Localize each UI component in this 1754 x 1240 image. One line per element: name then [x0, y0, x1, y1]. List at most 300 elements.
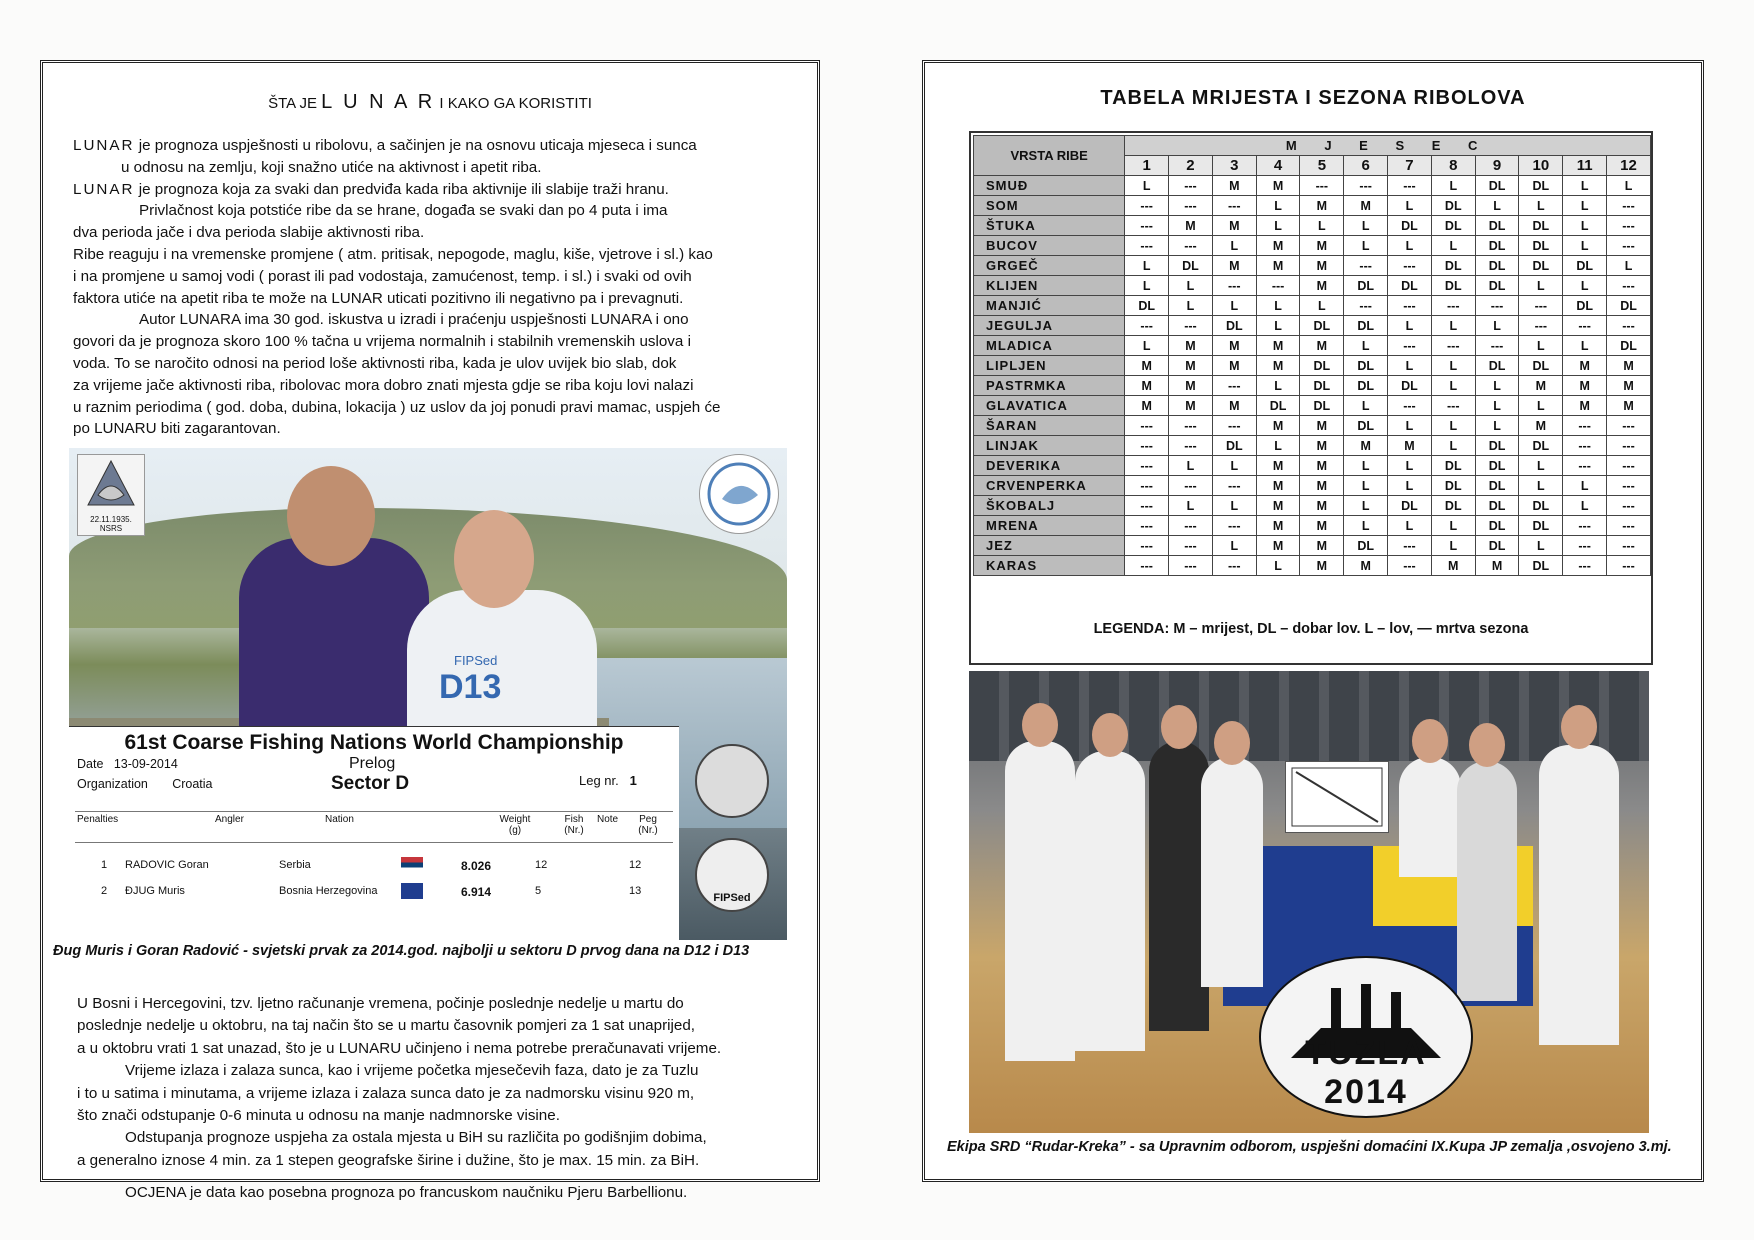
season-cell: --- — [1169, 476, 1213, 496]
season-cell: L — [1431, 536, 1475, 556]
season-cell: M — [1256, 536, 1300, 556]
season-cell: M — [1300, 256, 1344, 276]
season-cell: DL — [1519, 216, 1563, 236]
season-cell: DL — [1519, 176, 1563, 196]
intro-line — [73, 179, 793, 201]
header-month: M J E S E C — [1125, 136, 1651, 156]
season-cell: DL — [1300, 316, 1344, 336]
fish-name: KARAS — [974, 556, 1125, 576]
season-cell: L — [1607, 256, 1651, 276]
notes-line: i to u satima i minutama, a vrijeme izlaza i zalaza sunca dato je za nadmorsku visinu 920 m, — [77, 1084, 695, 1102]
season-cell: M — [1212, 176, 1256, 196]
season-cell: L — [1344, 516, 1388, 536]
season-cell: --- — [1256, 276, 1300, 296]
season-cell: --- — [1169, 536, 1213, 556]
fish-row — [974, 556, 1651, 576]
season-cell: --- — [1388, 176, 1432, 196]
season-cell: DL — [1388, 276, 1432, 296]
season-cell: L — [1344, 336, 1388, 356]
intro-line-text: faktora utiće na apetit riba te može na LUNAR uticati pozitivno ili negativno pa i prevagnuti. — [73, 289, 684, 307]
header-nation: Nation — [325, 814, 354, 825]
team-member-face — [1092, 713, 1128, 757]
month-number: 12 — [1607, 156, 1651, 176]
season-cell: M — [1169, 356, 1213, 376]
season-cell: DL — [1519, 556, 1563, 576]
leg-label: Leg nr. — [579, 773, 619, 788]
season-cell: M — [1300, 476, 1344, 496]
season-cell: DL — [1300, 376, 1344, 396]
fish-row — [974, 456, 1651, 476]
team-member-face — [1412, 719, 1448, 763]
season-cell: L — [1431, 356, 1475, 376]
season-cell: DL — [1212, 316, 1256, 336]
fish-name: ŠKOBALJ — [974, 496, 1125, 516]
bosnia-flag-icon — [401, 883, 423, 899]
season-cell: L — [1519, 476, 1563, 496]
intro-line-text: za vrijeme jače aktivnosti riba, ribolovac mora dobro znati mjesta gdje se riba koju lovi nalazi — [73, 376, 694, 394]
season-cell: M — [1300, 436, 1344, 456]
fish-row — [974, 376, 1651, 396]
card-leg — [579, 773, 637, 788]
season-cell: --- — [1125, 236, 1169, 256]
card-sector: Sector D — [331, 773, 410, 794]
season-cell: DL — [1256, 396, 1300, 416]
fish-name: PASTRMKA — [974, 376, 1125, 396]
fish-row — [974, 536, 1651, 556]
season-cell: L — [1212, 236, 1256, 256]
season-cell: L — [1431, 316, 1475, 336]
season-cell: --- — [1563, 456, 1607, 476]
season-cell: L — [1388, 316, 1432, 336]
season-cell: M — [1256, 356, 1300, 376]
season-cell: DL — [1344, 276, 1388, 296]
month-number: 8 — [1431, 156, 1475, 176]
season-cell: L — [1344, 236, 1388, 256]
header-angler: Angler — [215, 814, 244, 825]
fish-row — [974, 196, 1651, 216]
season-cell: L — [1256, 556, 1300, 576]
month-number: 9 — [1475, 156, 1519, 176]
fish-name: CRVENPERKA — [974, 476, 1125, 496]
season-cell: DL — [1169, 256, 1213, 276]
season-cell: M — [1300, 456, 1344, 476]
club-logo — [77, 454, 145, 536]
fish-name: LINJAK — [974, 436, 1125, 456]
season-cell: M — [1256, 476, 1300, 496]
title-lunar: L U N A R — [321, 91, 436, 113]
date-label: Date — [77, 757, 104, 771]
result-rank: 1 — [101, 859, 108, 871]
season-cell: L — [1607, 176, 1651, 196]
intro-line — [73, 244, 793, 266]
header-peg: Peg (Nr.) — [638, 814, 658, 836]
season-cell: --- — [1212, 276, 1256, 296]
fish-row — [974, 336, 1651, 356]
season-cell: M — [1388, 436, 1432, 456]
season-cell: --- — [1169, 236, 1213, 256]
header-weight: Weight (g) — [499, 814, 531, 836]
notes-line: što znači odstupanje 0-6 minuta u odnosu na manje nadmnorske visine. — [77, 1107, 560, 1125]
season-cell: DL — [1431, 476, 1475, 496]
intro-line-text: i na promjene u samoj vodi ( porast ili pad vodostaja, zamućenost, temp. i sl.) i svaki od ovih — [73, 267, 692, 285]
shirt-text: FIPSed — [454, 653, 498, 668]
card-header-row — [75, 811, 673, 843]
season-cell: --- — [1607, 516, 1651, 536]
season-cell: --- — [1212, 516, 1256, 536]
shirt-number: D13 — [439, 668, 502, 706]
season-cell: M — [1431, 556, 1475, 576]
season-cell: --- — [1431, 396, 1475, 416]
season-cell: L — [1300, 296, 1344, 316]
fish-name: MLADICA — [974, 336, 1125, 356]
season-cell: L — [1344, 476, 1388, 496]
fish-row — [974, 296, 1651, 316]
fish-name: MANJIĆ — [974, 296, 1125, 316]
intro-line — [73, 157, 793, 179]
fish-name: JEGULJA — [974, 316, 1125, 336]
season-cell: DL — [1125, 296, 1169, 316]
season-cell: M — [1300, 276, 1344, 296]
season-cell: M — [1300, 516, 1344, 536]
season-cell: DL — [1563, 296, 1607, 316]
season-cell: M — [1125, 376, 1169, 396]
season-cell: DL — [1475, 356, 1519, 376]
fish-name: JEZ — [974, 536, 1125, 556]
season-cell: L — [1388, 456, 1432, 476]
card-organization — [77, 777, 212, 791]
season-cell: DL — [1475, 276, 1519, 296]
season-cell: L — [1431, 176, 1475, 196]
table-title: TABELA MRIJESTA I SEZONA RIBOLOVA — [1100, 87, 1526, 109]
season-cell: DL — [1519, 516, 1563, 536]
result-nation: Serbia — [279, 859, 311, 871]
season-cell: DL — [1519, 256, 1563, 276]
season-cell: L — [1388, 196, 1432, 216]
season-cell: L — [1431, 376, 1475, 396]
angler-djug-head — [454, 510, 534, 608]
intro-text — [73, 135, 793, 440]
season-cell: --- — [1125, 476, 1169, 496]
fish-row — [974, 416, 1651, 436]
team-member-face — [1022, 703, 1058, 747]
season-cell: L — [1344, 456, 1388, 476]
season-cell: L — [1344, 396, 1388, 416]
season-cell: M — [1256, 176, 1300, 196]
season-cell: DL — [1431, 256, 1475, 276]
season-cell: DL — [1475, 256, 1519, 276]
season-cell: --- — [1563, 536, 1607, 556]
lunar-keyword: LUNAR — [73, 137, 135, 154]
season-cell: L — [1344, 496, 1388, 516]
result-angler: ĐJUG Muris — [125, 885, 185, 897]
fish-name: ŠTUKA — [974, 216, 1125, 236]
notes-line — [77, 1172, 797, 1182]
season-cell: L — [1256, 216, 1300, 236]
season-cell: M — [1125, 396, 1169, 416]
season-cell: DL — [1475, 236, 1519, 256]
result-fish: 12 — [535, 859, 548, 871]
season-cell: --- — [1431, 296, 1475, 316]
spawning-table-frame — [969, 131, 1653, 665]
season-cell: --- — [1212, 196, 1256, 216]
fish-row — [974, 396, 1651, 416]
season-cell: L — [1563, 476, 1607, 496]
season-cell: DL — [1607, 296, 1651, 316]
sign-icon — [1286, 762, 1388, 832]
intro-line — [73, 353, 793, 375]
season-cell: --- — [1563, 316, 1607, 336]
season-cell: L — [1169, 296, 1213, 316]
result-row — [75, 859, 673, 881]
season-cell: DL — [1344, 316, 1388, 336]
arena-stands — [969, 671, 1649, 761]
season-cell: --- — [1607, 276, 1651, 296]
season-cell: L — [1256, 376, 1300, 396]
season-cell: L — [1563, 496, 1607, 516]
season-cell: L — [1125, 276, 1169, 296]
notes-line: Vrijeme izlaza i zalaza sunca, kao i vrijeme početka mjesečevih faza, dato je za Tuzlu — [125, 1062, 699, 1080]
season-cell: --- — [1607, 216, 1651, 236]
season-cell: M — [1607, 396, 1651, 416]
season-cell: M — [1607, 356, 1651, 376]
tuzla-logo-text: TUZLA 2014 — [1305, 1034, 1427, 1111]
season-cell: --- — [1125, 416, 1169, 436]
intro-line-text: Privlačnost koja potstiće ribe da se hrane, događa se svaki dan po 4 puta i ima — [139, 202, 668, 220]
season-cell: M — [1519, 416, 1563, 436]
season-cell: DL — [1388, 376, 1432, 396]
season-cell: --- — [1388, 256, 1432, 276]
season-cell: M — [1169, 396, 1213, 416]
season-cell: --- — [1519, 296, 1563, 316]
season-cell: M — [1169, 216, 1213, 236]
season-cell: M — [1300, 336, 1344, 356]
season-cell: L — [1475, 196, 1519, 216]
fish-row — [974, 256, 1651, 276]
championship-logo — [699, 454, 779, 534]
leg-value: 1 — [629, 773, 637, 788]
intro-line — [73, 135, 793, 157]
season-cell: L — [1212, 496, 1256, 516]
season-cell: L — [1344, 216, 1388, 236]
season-cell: M — [1212, 396, 1256, 416]
season-cell: --- — [1169, 196, 1213, 216]
intro-line — [73, 309, 793, 331]
season-cell: --- — [1125, 496, 1169, 516]
season-cell: M — [1256, 336, 1300, 356]
season-cell: --- — [1169, 176, 1213, 196]
season-cell: L — [1256, 296, 1300, 316]
intro-line-text: je prognoza uspješnosti u ribolovu, a sačinjen je na osnovu uticaja mjeseca i sunca — [134, 137, 697, 154]
season-cell: M — [1212, 356, 1256, 376]
season-cell: DL — [1475, 476, 1519, 496]
season-cell: DL — [1607, 336, 1651, 356]
fish-name: DEVERIKA — [974, 456, 1125, 476]
season-cell: --- — [1212, 416, 1256, 436]
season-cell: M — [1563, 376, 1607, 396]
season-cell: L — [1475, 416, 1519, 436]
season-cell: --- — [1388, 556, 1432, 576]
month-number: 4 — [1256, 156, 1300, 176]
season-cell: L — [1563, 276, 1607, 296]
season-cell: L — [1169, 276, 1213, 296]
fish-name: GLAVATICA — [974, 396, 1125, 416]
month-number: 10 — [1519, 156, 1563, 176]
season-cell: M — [1256, 236, 1300, 256]
season-cell: --- — [1125, 536, 1169, 556]
season-cell: --- — [1344, 176, 1388, 196]
intro-line — [73, 375, 793, 397]
season-cell: M — [1300, 496, 1344, 516]
right-page — [922, 60, 1704, 1182]
season-cell: L — [1212, 536, 1256, 556]
season-cell: --- — [1431, 336, 1475, 356]
season-cell: DL — [1344, 536, 1388, 556]
season-cell: L — [1169, 496, 1213, 516]
fish-name: MRENA — [974, 516, 1125, 536]
fish-emblem-icon — [700, 455, 778, 533]
lunar-keyword: LUNAR — [73, 180, 135, 198]
notes-line: a u oktobru vrati 1 sat unazad, što je u LUNARU učinjeno i nema potrebe preračunavati vrijeme. — [77, 1039, 722, 1057]
header-species: VRSTA RIBE — [974, 136, 1125, 176]
fish-row — [974, 496, 1651, 516]
notes-line: U Bosni i Hercegovini, tzv. ljetno računanje vremena, počinje poslednje nedelje u martu do — [77, 995, 684, 1012]
season-cell: --- — [1607, 436, 1651, 456]
season-cell: --- — [1125, 196, 1169, 216]
season-cell: M — [1169, 376, 1213, 396]
season-cell: M — [1256, 456, 1300, 476]
season-cell: M — [1300, 236, 1344, 256]
team-sign — [1285, 761, 1389, 833]
intro-line — [73, 397, 793, 419]
season-cell: DL — [1300, 356, 1344, 376]
result-weight: 8.026 — [461, 859, 492, 873]
championship-photo — [69, 448, 787, 940]
season-cell: M — [1344, 196, 1388, 216]
season-cell: --- — [1607, 236, 1651, 256]
season-cell: L — [1256, 316, 1300, 336]
season-cell: DL — [1475, 516, 1519, 536]
team-member — [1149, 741, 1209, 1031]
season-cell: M — [1212, 216, 1256, 236]
month-number: 11 — [1563, 156, 1607, 176]
season-cell: --- — [1475, 336, 1519, 356]
season-cell: L — [1125, 256, 1169, 276]
season-cell: DL — [1475, 536, 1519, 556]
card-title: 61st Coarse Fishing Nations World Championship — [124, 731, 624, 754]
fish-name: SOM — [974, 196, 1125, 216]
season-cell: --- — [1563, 556, 1607, 576]
fish-row — [974, 176, 1651, 196]
fish-row — [974, 356, 1651, 376]
season-cell: DL — [1563, 256, 1607, 276]
season-cell: L — [1519, 396, 1563, 416]
org-value: Croatia — [172, 777, 213, 791]
time-notes-text — [77, 993, 797, 1205]
season-cell: DL — [1475, 456, 1519, 476]
intro-line — [73, 418, 793, 440]
left-page — [40, 60, 820, 1202]
season-cell: --- — [1475, 296, 1519, 316]
season-cell: DL — [1431, 216, 1475, 236]
season-cell: --- — [1563, 416, 1607, 436]
season-cell: --- — [1388, 396, 1432, 416]
season-cell: --- — [1519, 316, 1563, 336]
season-cell: --- — [1563, 436, 1607, 456]
season-cell: --- — [1344, 256, 1388, 276]
season-cell: L — [1212, 296, 1256, 316]
season-cell: --- — [1607, 496, 1651, 516]
season-cell: --- — [1300, 176, 1344, 196]
season-cell: --- — [1344, 296, 1388, 316]
fish-row — [974, 516, 1651, 536]
season-cell: L — [1431, 516, 1475, 536]
serbia-flag-icon — [401, 857, 423, 873]
season-cell: --- — [1169, 516, 1213, 536]
notes-line: Odstupanja prognoze uspjeha za ostala mjesta u BiH su različita po godišnjim dobima, — [125, 1129, 707, 1147]
tuzla-2014-logo — [1259, 956, 1473, 1118]
season-cell: --- — [1169, 316, 1213, 336]
title-suffix: I KAKO GA KORISTITI — [439, 95, 592, 112]
season-cell: DL — [1344, 416, 1388, 436]
fish-row — [974, 216, 1651, 236]
title-prefix: ŠTA JE — [268, 95, 317, 112]
season-cell: M — [1607, 376, 1651, 396]
season-cell: DL — [1475, 496, 1519, 516]
season-cell: DL — [1475, 216, 1519, 236]
season-cell: M — [1344, 436, 1388, 456]
season-cell: M — [1256, 496, 1300, 516]
fish-row — [974, 436, 1651, 456]
intro-line — [73, 222, 793, 244]
season-cell: --- — [1125, 456, 1169, 476]
intro-line-text: voda. To se naročito odnosi na period loše aktivnosti riba, kada je ulov uvijek bio slab, dok — [73, 354, 677, 372]
fipsed-seal-icon — [695, 838, 769, 912]
team-member — [1399, 757, 1461, 877]
season-cell: M — [1256, 516, 1300, 536]
club-logo-text: 22.11.1935. NSRS — [90, 515, 132, 533]
fish-name: GRGEČ — [974, 256, 1125, 276]
result-rank: 2 — [101, 885, 108, 897]
season-cell: M — [1519, 376, 1563, 396]
season-cell: DL — [1475, 436, 1519, 456]
season-cell: L — [1563, 216, 1607, 236]
result-card — [69, 726, 679, 940]
season-cell: L — [1388, 516, 1432, 536]
team-member — [1005, 741, 1075, 1061]
season-cell: --- — [1169, 556, 1213, 576]
header-fish: Fish (Nr.) — [564, 814, 584, 836]
month-number: 5 — [1300, 156, 1344, 176]
season-cell: --- — [1563, 516, 1607, 536]
season-cell: L — [1431, 416, 1475, 436]
intro-line-text: dva perioda jače i dva perioda slabije aktivnosti riba. — [73, 224, 425, 242]
season-cell: DL — [1344, 356, 1388, 376]
season-cell: M — [1563, 356, 1607, 376]
season-cell: DL — [1519, 236, 1563, 256]
season-cell: M — [1475, 556, 1519, 576]
date-value: 13-09-2014 — [113, 757, 178, 771]
season-cell: L — [1563, 196, 1607, 216]
season-cell: --- — [1607, 316, 1651, 336]
season-cell: L — [1519, 536, 1563, 556]
result-angler: RADOVIC Goran — [125, 859, 209, 871]
season-cell: L — [1563, 176, 1607, 196]
result-fish: 5 — [535, 885, 542, 897]
season-cell: --- — [1388, 296, 1432, 316]
card-city: Prelog — [349, 755, 396, 772]
season-cell: DL — [1475, 176, 1519, 196]
season-cell: M — [1169, 336, 1213, 356]
